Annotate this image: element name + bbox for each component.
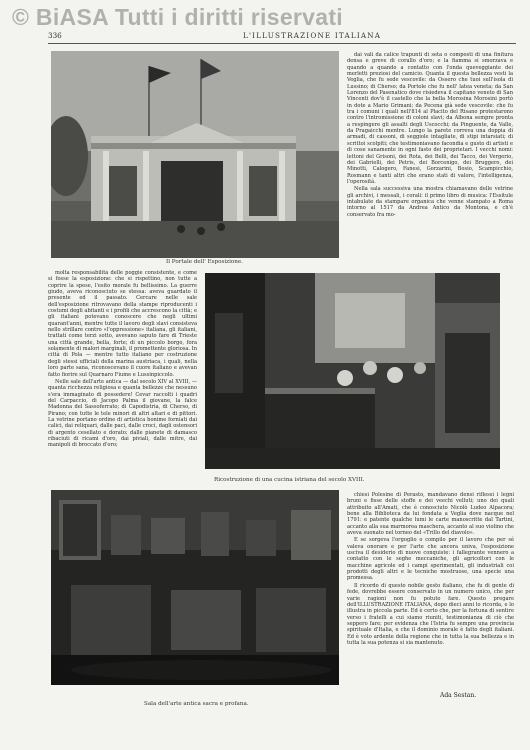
- running-head: L'ILLUSTRAZIONE ITALIANA: [243, 31, 382, 40]
- paragraph: Nelle sale dell'arte antica — dal secolo XIV al XVIII, — quanta ricchezza religiosa e quanta bellezze che nessuno s'era immaginato di possedere! Cevar raccolti i quadri del Carpaccio, di Jacopo Palma il giovane, la falce Madonna del Sassoferrato; di Capodistria, di Cherso, di Pirano; con tutte le tele minori di altri altari e di pittori. La vetrine portano ordine di artistica bonime forniati dai calici, dai reliquari, dalle paci, dalle croci, dagli ostensori di argento cesellato e dorato; dalle pianete di damasco ribaciuti di ricami d'oro, dai piviali, dalle mitre, dai manipoli di broccato d'oro;: [48, 378, 197, 449]
- copyright-watermark: © BiASA Tutti i diritti riservati: [12, 4, 343, 30]
- art-hall-photo: [51, 490, 339, 685]
- text-column-right-top: [347, 52, 513, 270]
- portal-photo: [51, 51, 339, 258]
- paragraph: E se sorgeva l'orgoglio o compilo per il lavoro che per sé valeva onorare e per l'arte che ancora univa, l'esposizione usciva il desiderio di nuove conquiste: i fallegrante vennero a contatto con le seghe meccaniche, gli agricoltori con le macchine agricole ed i campi sperimentati, gli industriali coi prodotti degli altri e le tecniche mostruose, una specie una promessa.: [347, 537, 514, 582]
- kitchen-caption: Ricostruzione di una cucina istriana del secolo XVIII.: [214, 477, 365, 483]
- art-hall-caption: Sala dell'arte antica sacra e profana.: [144, 701, 249, 707]
- kitchen-photo: [205, 273, 500, 469]
- portal-caption: Il Portale dell' Esposizione.: [166, 259, 243, 265]
- paragraph: Il ricordo di questo nobile gesto italiano, che fu di gente di fede, dovrebbe essere conservato in un numero unico, che per varie ragioni non fu potuto fare. Questo pregare dell'ILLUSTRAZIONE ITALIANA, dopo dieci anni lo ricorda, e lo illustra in piccola parte. Ed è certo che, per la fortuna di sentire verso i fratelli a cui siamo riuniti, testimonianza di ciò che seppero fare; per evidenza che l'Istria fu sempre una provincia spirituale d'Italia, e che il dominio morale è fatto degli italiani. Ed è voto ardente della regione che in tutta la sua bellezza e in tutta la sua potenza si sia mantenuto.: [347, 582, 514, 646]
- paragraph: chiesi Polesine di Perasto, mandavano densi riflessi i legni bruni e fisse delle stoffe e dei veechi velluti; uno dei quali attribuito all'Amati, che è conosciuto Nicolò Ludeo Alpacora; bene alla Biblioteca da lui fondata a Veglia dove nacque nel 1791: e patente qualche lumi le carte manoscritte dal Tartini, accanto alla sua marmorea maschera, accanto al suo violino che aveva suonato nel torneo del «Trillo del diavolo».: [347, 492, 514, 537]
- kitchen-photo-image: [205, 273, 500, 469]
- author-signature: Ada Sestan.: [440, 692, 477, 699]
- header-rule: [48, 43, 516, 44]
- page-header: [48, 31, 516, 43]
- page-number: 336: [48, 31, 62, 40]
- text-column-left-middle: [48, 270, 197, 488]
- portal-photo-image: [51, 51, 339, 258]
- paragraph: dai vali da calice trapunti di seta o composti di una finitura densa e greve di corallo d'oro; e la fiamma si smorzava e quando a quando a contatto con l'onda queveggiante dei merletti preziosi del camicio. Quanta il questa bellezza vesti la Veglia, che fu sede vescovile: da Ossero che tuoi sull'isola di Lussino; di Cherso; da Portole che fu nell' latea veneta; da San Lorenzo del Pasenatico dove risiedeva il capitano veneto di San Vincenti dov'è il castello che la bella Morosina Morosini portò in dote a Mario Grimani; da Pecena già sede vescovile: che fu tra i comuni i quali nell'814 al Placito del Risano protestarono contro l'intromissione di coloni slavi; da Albona sempre pronta a respingere gli assalti degli Uscocchi; da Pinguente, da Valle, da Pragaicchi mentre. Lungo la parete correva una doppia di armadi, di cassoni, di seggiole intagliate, di stipi intarsiati; di scrittoi scolpiti; che testimoniavano facondia e gusto di artisti e di cose sanamente in ogni fasto dei proprietari. I vecchi nomi: lettoni del Grisoni, dei Rota, dei Belli, dei Tacco, dei Vergerio, dei Gabrielli, dei Petris, dei Borcenigo, dei Bruggero, dei Minotti, Calogero, Fanesi, Gorzarini, Bosio, Scampicchio, Rosmann e tanti altri che erano stati di valore, l'intelligenza, l'operosità.: [347, 52, 513, 185]
- paragraph: molta responsabilità delle poggie consistente, e come si fosse la esposizione: che si rispettino, non tutte a coprire la spese, l'esito morale fu bellissimo. La guerre giudo, aveva riconosciuto se stessa: aveva guardato il presente ed il passato. Cercare nelle sale dell'esposizione ritrovavano della stampe riproducenti i costumi degli abitanti e i profili che accrescono la città; e gli italiani potevano conoscere che negli ultimi quarant'anni, mentre tutte il lavoro degli slavi consisteva nello strillare contro «l'oppressione» italiana, gli italiani, trattati come terzi sotto, avevano saputo fare di Trieste una città grande, bella, forte; di un piccolo borgo, fora solamente di malori marginali, il promettente gloriosa. In città di Pola — mentre tutto italiano per costruzione degli stessi ufficiali della marina austriaca, i quali, nella loro parte sana, riconoscevano il cuore italiano e avevan fatto fiorire sul Quarnaro Fiume e Lussinpiccolo.: [48, 270, 197, 378]
- text-column-right-bottom: [347, 492, 514, 694]
- art-hall-photo-image: [51, 490, 339, 685]
- paragraph: Nella sala successiva una mostra chiamavano delle vetrine gli archivi, i messali, i corali: il primo libro di musica: l'Essitule intabulate da stampare organica che venne stampato a Roma intorno al 1517 da Andrea Antico da Montona, e ch'è conservato fra mo-: [347, 186, 513, 218]
